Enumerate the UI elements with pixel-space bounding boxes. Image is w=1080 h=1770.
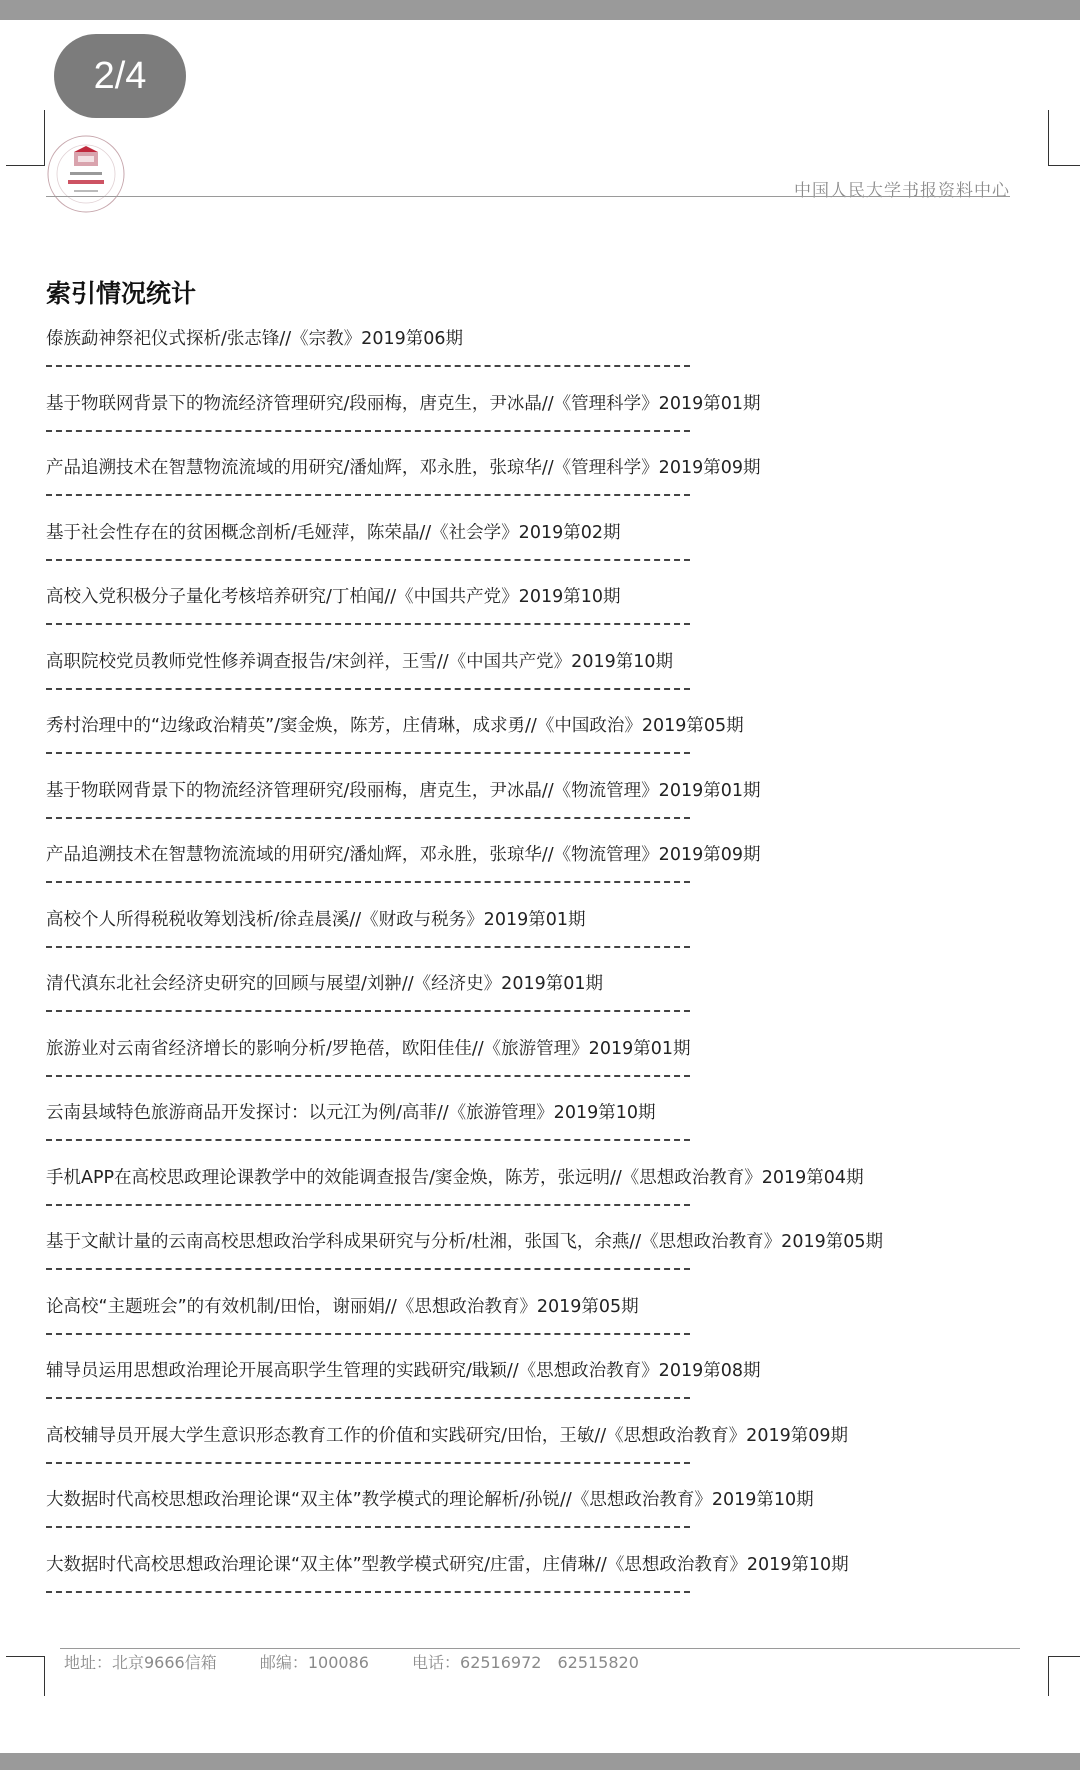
dashed-separator [46, 1268, 690, 1270]
index-entry [46, 1229, 1046, 1294]
footer-contact [64, 1650, 677, 1673]
footer-address: 地址：北京9666信箱 [64, 1653, 217, 1672]
index-entry [46, 584, 1046, 649]
dashed-separator [46, 817, 690, 819]
dashed-separator [46, 623, 690, 625]
crop-mark [1048, 1656, 1080, 1657]
crop-mark [6, 1656, 44, 1657]
dashed-separator [46, 1204, 690, 1206]
section-title: 索引情况统计 [46, 279, 197, 308]
index-entry [46, 391, 1046, 456]
crop-mark [1048, 110, 1049, 166]
entry-text: 产品追溯技术在智慧物流流域的用研究/潘灿辉，邓永胜，张琼华//《管理科学》2019第09期 [46, 458, 761, 478]
index-entry [46, 1294, 1046, 1359]
index-entry [46, 842, 1046, 907]
crop-mark [44, 1656, 45, 1696]
crop-mark [1048, 1656, 1049, 1696]
dashed-separator [46, 881, 690, 883]
dashed-separator [46, 430, 690, 432]
entry-text: 手机APP在高校思政理论课教学中的效能调查报告/窦金焕，陈芳，张远明//《思想政治教育》2019第04期 [46, 1167, 864, 1188]
dashed-separator [46, 1333, 690, 1335]
entry-text: 高校入党积极分子量化考核培养研究/丁柏闻//《中国共产党》2019第10期 [46, 587, 621, 607]
entry-text: 辅导员运用思想政治理论开展高职学生管理的实践研究/戢颖//《思想政治教育》2019第08期 [46, 1361, 761, 1381]
index-entry [46, 1552, 1046, 1617]
entry-text: 基于物联网背景下的物流经济管理研究/段丽梅，唐克生，尹冰晶//《物流管理》2019第01期 [46, 780, 761, 801]
dashed-separator [46, 494, 690, 496]
index-entry [46, 1165, 1046, 1230]
crop-mark [6, 165, 44, 166]
dashed-separator [46, 688, 690, 690]
entry-text: 旅游业对云南省经济增长的影响分析/罗艳蓓，欧阳佳佳//《旅游管理》2019第01期 [46, 1038, 691, 1059]
index-entry [46, 713, 1046, 778]
index-entry [46, 778, 1046, 843]
index-entry [46, 1358, 1046, 1423]
entry-text: 高职院校党员教师党性修养调查报告/宋剑祥，王雪//《中国共产党》2019第10期 [46, 651, 673, 672]
index-entry [46, 455, 1046, 520]
dashed-separator [46, 1526, 690, 1528]
dashed-separator [46, 1462, 690, 1464]
index-entry [46, 1423, 1046, 1488]
index-entry [46, 326, 1046, 391]
entry-text: 大数据时代高校思想政治理论课“双主体”教学模式的理论解析/孙锐//《思想政治教育》2019第10期 [46, 1490, 814, 1510]
index-entry [46, 1100, 1046, 1165]
entry-text: 云南县域特色旅游商品开发探讨：以元江为例/高菲//《旅游管理》2019第10期 [46, 1103, 656, 1123]
footer-phone: 电话：62516972 62515820 [412, 1653, 639, 1672]
footer-rule [60, 1648, 1020, 1649]
institution-logo [44, 132, 140, 216]
dashed-separator [46, 559, 690, 561]
dashed-separator [46, 1075, 690, 1077]
index-entry [46, 649, 1046, 714]
index-entry [46, 520, 1046, 585]
entry-text: 论高校“主题班会”的有效机制/田怡，谢丽娟//《思想政治教育》2019第05期 [46, 1296, 639, 1317]
index-entry [46, 1036, 1046, 1101]
entry-text: 基于文献计量的云南高校思想政治学科成果研究与分析/杜湘，张国飞，余燕//《思想政治教育》2019第05期 [46, 1232, 883, 1252]
dashed-separator [46, 1139, 690, 1141]
page-indicator: 2/4 [54, 34, 186, 118]
dashed-separator [46, 1591, 690, 1593]
dashed-separator [46, 365, 690, 367]
footer-postcode: 邮编：100086 [259, 1653, 369, 1672]
entry-text: 基于社会性存在的贫困概念剖析/毛娅萍，陈荣晶//《社会学》2019第02期 [46, 522, 621, 543]
index-entry [46, 971, 1046, 1036]
entry-text: 高校辅导员开展大学生意识形态教育工作的价值和实践研究/田怡，王敏//《思想政治教育》2019第09期 [46, 1425, 848, 1446]
header-rule [46, 196, 1010, 197]
document-page [0, 20, 1080, 1753]
index-entry [46, 1487, 1046, 1552]
entry-text: 大数据时代高校思想政治理论课“双主体”型教学模式研究/庄雷，庄倩琳//《思想政治教育》2019第10期 [46, 1554, 849, 1575]
dashed-separator [46, 1397, 690, 1399]
dashed-separator [46, 946, 690, 948]
dashed-separator [46, 1010, 690, 1012]
entry-text: 高校个人所得税税收筹划浅析/徐垚晨溪//《财政与税务》2019第01期 [46, 909, 586, 930]
header-org-name: 中国人民大学书报资料中心 [794, 181, 1010, 201]
entry-text: 基于物联网背景下的物流经济管理研究/段丽梅，唐克生，尹冰晶//《管理科学》2019第01期 [46, 393, 761, 414]
crop-mark [1048, 165, 1080, 166]
index-entry [46, 907, 1046, 972]
entry-text: 秀村治理中的“边缘政治精英”/窦金焕，陈芳，庄倩琳，成求勇//《中国政治》2019第05期 [46, 716, 744, 736]
entry-text: 清代滇东北社会经济史研究的回顾与展望/刘翀//《经济史》2019第01期 [46, 974, 603, 994]
entry-text: 产品追溯技术在智慧物流流域的用研究/潘灿辉，邓永胜，张琼华//《物流管理》2019第09期 [46, 845, 761, 865]
index-entry-list [46, 326, 1046, 1616]
dashed-separator [46, 752, 690, 754]
entry-text: 傣族勐神祭祀仪式探析/张志锋//《宗教》2019第06期 [46, 329, 463, 349]
